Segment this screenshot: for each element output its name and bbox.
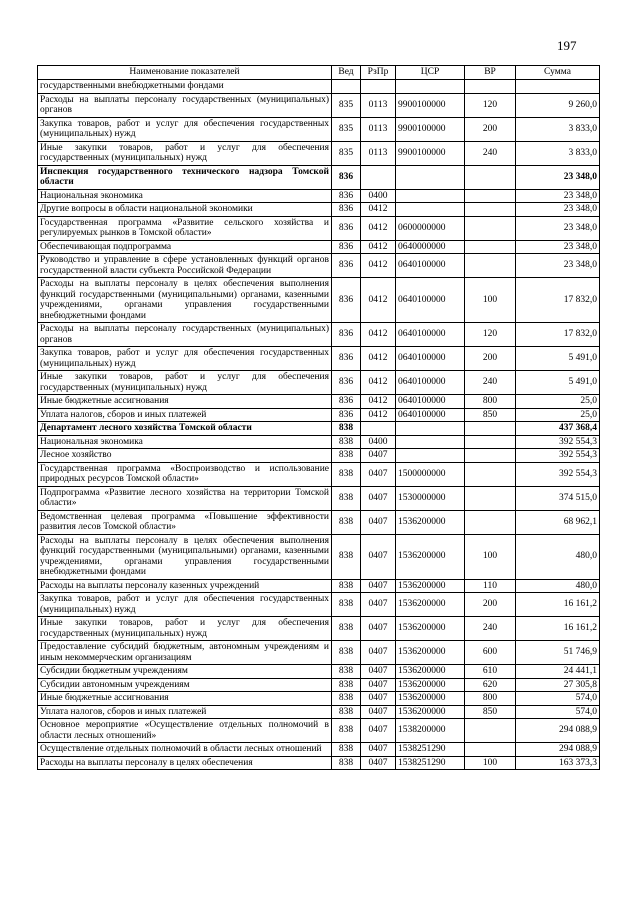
cell-rzpr: 0412: [361, 323, 396, 347]
table-row: [38, 323, 600, 347]
cell-rzpr: 0412: [361, 371, 396, 395]
cell-name: Иные закупки товаров, работ и услуг для обеспечения государственных (муниципальных) нужд: [38, 617, 332, 641]
cell-ved: 836: [332, 408, 361, 422]
cell-csr: 1536200000: [396, 510, 465, 534]
cell-name: Уплата налогов, сборов и иных платежей: [38, 408, 332, 422]
cell-name: Расходы на выплаты персоналу в целях обеспечения: [38, 756, 332, 770]
cell-vr: 240: [465, 617, 516, 641]
cell-sum: 23 348,0: [516, 189, 600, 203]
cell-name: Закупка товаров, работ и услуг для обеспечения государственных (муниципальных) нужд: [38, 347, 332, 371]
cell-rzpr: 0407: [361, 593, 396, 617]
cell-sum: 392 554,3: [516, 435, 600, 449]
table-row: [38, 240, 600, 254]
cell-ved: 838: [332, 641, 361, 665]
header-row: [38, 66, 600, 80]
cell-name: Иные закупки товаров, работ и услуг для обеспечения государственных (муниципальных) нужд: [38, 371, 332, 395]
cell-csr: 1536200000: [396, 593, 465, 617]
cell-vr: 850: [465, 408, 516, 422]
cell-vr: 100: [465, 534, 516, 579]
table-row: [38, 756, 600, 770]
cell-rzpr: 0113: [361, 117, 396, 141]
table-row: [38, 449, 600, 463]
cell-ved: 838: [332, 756, 361, 770]
table-row: [38, 141, 600, 165]
cell-rzpr: 0412: [361, 203, 396, 217]
cell-sum: 294 088,9: [516, 719, 600, 743]
cell-vr: [465, 510, 516, 534]
cell-rzpr: 0407: [361, 510, 396, 534]
cell-ved: 836: [332, 254, 361, 278]
cell-name: Закупка товаров, работ и услуг для обеспечения государственных (муниципальных) нужд: [38, 593, 332, 617]
cell-sum: 23 348,0: [516, 203, 600, 217]
cell-vr: 200: [465, 347, 516, 371]
table-row: [38, 93, 600, 117]
cell-name: Ведомственная целевая программа «Повышение эффективности развития лесов Томской области»: [38, 510, 332, 534]
cell-rzpr: 0407: [361, 665, 396, 679]
cell-sum: 480,0: [516, 579, 600, 593]
cell-vr: 240: [465, 371, 516, 395]
cell-vr: [465, 719, 516, 743]
cell-csr: 0640000000: [396, 240, 465, 254]
cell-name: Расходы на выплаты персоналу в целях обеспечения выполнения функций государственными (муниципальными) органами, казенными учреждениями, органами управления государственными внебюджетными фондами: [38, 534, 332, 579]
cell-sum: 3 833,0: [516, 141, 600, 165]
cell-vr: [465, 240, 516, 254]
cell-csr: 0640100000: [396, 278, 465, 323]
cell-sum: 5 491,0: [516, 371, 600, 395]
cell-sum: 23 348,0: [516, 165, 600, 189]
cell-name: Инспекция государственного технического надзора Томской области: [38, 165, 332, 189]
table-row: [38, 617, 600, 641]
cell-csr: 1536200000: [396, 665, 465, 679]
cell-rzpr: 0412: [361, 254, 396, 278]
table-row: [38, 692, 600, 706]
cell-rzpr: 0412: [361, 216, 396, 240]
table-row: [38, 165, 600, 189]
cell-sum: 51 746,9: [516, 641, 600, 665]
cell-rzpr: 0400: [361, 435, 396, 449]
cell-ved: 836: [332, 347, 361, 371]
cell-csr: [396, 422, 465, 436]
cell-rzpr: 0407: [361, 705, 396, 719]
cell-ved: 838: [332, 435, 361, 449]
cell-ved: 836: [332, 203, 361, 217]
cell-csr: 0640100000: [396, 395, 465, 409]
cell-csr: [396, 435, 465, 449]
cell-rzpr: 0412: [361, 395, 396, 409]
cell-ved: [332, 80, 361, 94]
cell-name: Основное мероприятие «Осуществление отдельных полномочий в области лесных отношений»: [38, 719, 332, 743]
header-sum: Сумма: [516, 66, 600, 80]
cell-name: Уплата налогов, сборов и иных платежей: [38, 705, 332, 719]
table-row: [38, 80, 600, 94]
cell-ved: 838: [332, 449, 361, 463]
cell-csr: 1536200000: [396, 579, 465, 593]
cell-csr: 1530000000: [396, 486, 465, 510]
budget-table: [37, 65, 600, 770]
cell-ved: 836: [332, 189, 361, 203]
cell-rzpr: 0407: [361, 743, 396, 757]
header-vr: ВР: [465, 66, 516, 80]
cell-rzpr: 0412: [361, 408, 396, 422]
cell-vr: [465, 422, 516, 436]
cell-rzpr: 0400: [361, 189, 396, 203]
cell-csr: 9900100000: [396, 117, 465, 141]
table-row: [38, 593, 600, 617]
cell-vr: 240: [465, 141, 516, 165]
cell-name: Расходы на выплаты персоналу государственных (муниципальных) органов: [38, 323, 332, 347]
cell-csr: 1538251290: [396, 743, 465, 757]
cell-vr: 850: [465, 705, 516, 719]
cell-sum: 392 554,3: [516, 449, 600, 463]
cell-sum: 374 515,0: [516, 486, 600, 510]
cell-name: Государственная программа «Развитие сельского хозяйства и регулируемых рынков в Томской области»: [38, 216, 332, 240]
cell-rzpr: 0412: [361, 240, 396, 254]
cell-ved: 838: [332, 462, 361, 486]
cell-rzpr: 0407: [361, 719, 396, 743]
cell-csr: 0640100000: [396, 323, 465, 347]
cell-csr: 1538251290: [396, 756, 465, 770]
cell-name: Лесное хозяйство: [38, 449, 332, 463]
cell-sum: 17 832,0: [516, 323, 600, 347]
cell-name: Иные бюджетные ассигнования: [38, 395, 332, 409]
cell-vr: 120: [465, 93, 516, 117]
cell-name: Предоставление субсидий бюджетным, автономным учреждениям и иным некоммерческим организациям: [38, 641, 332, 665]
cell-sum: 68 962,1: [516, 510, 600, 534]
table-row: [38, 371, 600, 395]
cell-sum: 574,0: [516, 692, 600, 706]
cell-csr: [396, 165, 465, 189]
table-row: [38, 278, 600, 323]
cell-ved: 836: [332, 240, 361, 254]
cell-csr: 9900100000: [396, 93, 465, 117]
cell-csr: 0640100000: [396, 371, 465, 395]
cell-ved: 838: [332, 510, 361, 534]
cell-ved: 838: [332, 705, 361, 719]
cell-ved: 836: [332, 278, 361, 323]
cell-csr: 0640100000: [396, 408, 465, 422]
cell-csr: 1500000000: [396, 462, 465, 486]
cell-name: государственными внебюджетными фондами: [38, 80, 332, 94]
table-row: [38, 189, 600, 203]
cell-vr: 800: [465, 692, 516, 706]
cell-sum: 3 833,0: [516, 117, 600, 141]
cell-ved: 836: [332, 323, 361, 347]
cell-csr: 0640100000: [396, 347, 465, 371]
cell-name: Национальная экономика: [38, 435, 332, 449]
cell-ved: 835: [332, 117, 361, 141]
table-row: [38, 216, 600, 240]
cell-sum: 392 554,3: [516, 462, 600, 486]
table-row: [38, 510, 600, 534]
table-row: [38, 719, 600, 743]
cell-rzpr: [361, 165, 396, 189]
header-name: Наименование показателей: [38, 66, 332, 80]
cell-ved: 835: [332, 141, 361, 165]
cell-vr: [465, 216, 516, 240]
cell-ved: 838: [332, 719, 361, 743]
cell-rzpr: 0412: [361, 278, 396, 323]
cell-name: Субсидии бюджетным учреждениям: [38, 665, 332, 679]
page-number: 197: [557, 38, 577, 53]
cell-sum: 574,0: [516, 705, 600, 719]
cell-ved: 836: [332, 395, 361, 409]
cell-vr: 110: [465, 579, 516, 593]
cell-rzpr: 0407: [361, 579, 396, 593]
cell-ved: 838: [332, 486, 361, 510]
table-row: [38, 641, 600, 665]
header-rzpr: РзПр: [361, 66, 396, 80]
table-row: [38, 665, 600, 679]
cell-rzpr: 0407: [361, 534, 396, 579]
cell-ved: 838: [332, 579, 361, 593]
table-row: [38, 579, 600, 593]
cell-vr: 100: [465, 278, 516, 323]
cell-sum: 23 348,0: [516, 240, 600, 254]
cell-csr: [396, 189, 465, 203]
cell-csr: 1536200000: [396, 705, 465, 719]
cell-rzpr: 0407: [361, 692, 396, 706]
cell-ved: 835: [332, 93, 361, 117]
cell-vr: 120: [465, 323, 516, 347]
cell-sum: 23 348,0: [516, 254, 600, 278]
cell-sum: [516, 80, 600, 94]
cell-csr: 0640100000: [396, 254, 465, 278]
cell-rzpr: 0407: [361, 449, 396, 463]
cell-csr: 1536200000: [396, 534, 465, 579]
cell-vr: [465, 486, 516, 510]
table-row: [38, 422, 600, 436]
table-row: [38, 534, 600, 579]
cell-rzpr: [361, 80, 396, 94]
cell-rzpr: 0407: [361, 486, 396, 510]
cell-name: Национальная экономика: [38, 189, 332, 203]
cell-csr: 1536200000: [396, 678, 465, 692]
cell-vr: 200: [465, 593, 516, 617]
cell-csr: 1536200000: [396, 692, 465, 706]
cell-ved: 838: [332, 692, 361, 706]
cell-rzpr: 0407: [361, 462, 396, 486]
cell-rzpr: 0407: [361, 641, 396, 665]
table-row: [38, 462, 600, 486]
cell-sum: 16 161,2: [516, 617, 600, 641]
table-row: [38, 254, 600, 278]
cell-csr: 1538200000: [396, 719, 465, 743]
cell-sum: 16 161,2: [516, 593, 600, 617]
cell-csr: 1536200000: [396, 641, 465, 665]
cell-rzpr: [361, 422, 396, 436]
cell-sum: 5 491,0: [516, 347, 600, 371]
cell-sum: 294 088,9: [516, 743, 600, 757]
cell-sum: 437 368,4: [516, 422, 600, 436]
table-row: [38, 117, 600, 141]
cell-vr: [465, 254, 516, 278]
cell-sum: 27 305,8: [516, 678, 600, 692]
cell-name: Обеспечивающая подпрограмма: [38, 240, 332, 254]
table-row: [38, 678, 600, 692]
cell-ved: 838: [332, 617, 361, 641]
cell-sum: 25,0: [516, 408, 600, 422]
table-row: [38, 743, 600, 757]
table-row: [38, 408, 600, 422]
cell-name: Иные бюджетные ассигнования: [38, 692, 332, 706]
cell-vr: 200: [465, 117, 516, 141]
cell-name: Подпрограмма «Развитие лесного хозяйства на территории Томской области»: [38, 486, 332, 510]
cell-rzpr: 0407: [361, 678, 396, 692]
cell-ved: 838: [332, 422, 361, 436]
cell-name: Расходы на выплаты персоналу казенных учреждений: [38, 579, 332, 593]
cell-vr: 610: [465, 665, 516, 679]
table-row: [38, 395, 600, 409]
cell-sum: 163 373,3: [516, 756, 600, 770]
table-row: [38, 347, 600, 371]
cell-name: Закупка товаров, работ и услуг для обеспечения государственных (муниципальных) нужд: [38, 117, 332, 141]
cell-vr: [465, 462, 516, 486]
cell-rzpr: 0412: [361, 347, 396, 371]
cell-name: Иные закупки товаров, работ и услуг для обеспечения государственных (муниципальных) нужд: [38, 141, 332, 165]
cell-rzpr: 0113: [361, 93, 396, 117]
cell-rzpr: 0407: [361, 617, 396, 641]
cell-sum: 25,0: [516, 395, 600, 409]
cell-name: Руководство и управление в сфере установленных функций органов государственной власти субъекта Российской Федерации: [38, 254, 332, 278]
cell-vr: [465, 165, 516, 189]
cell-name: Государственная программа «Воспроизводство и использование природных ресурсов Томской области»: [38, 462, 332, 486]
cell-sum: 17 832,0: [516, 278, 600, 323]
cell-csr: 9900100000: [396, 141, 465, 165]
cell-vr: [465, 449, 516, 463]
cell-vr: [465, 80, 516, 94]
cell-name: Расходы на выплаты персоналу государственных (муниципальных) органов: [38, 93, 332, 117]
cell-csr: [396, 80, 465, 94]
cell-ved: 838: [332, 743, 361, 757]
cell-sum: 480,0: [516, 534, 600, 579]
cell-csr: [396, 203, 465, 217]
cell-ved: 838: [332, 665, 361, 679]
cell-ved: 838: [332, 534, 361, 579]
cell-name: Другие вопросы в области национальной экономики: [38, 203, 332, 217]
table-row: [38, 705, 600, 719]
table-row: [38, 203, 600, 217]
cell-vr: [465, 743, 516, 757]
cell-sum: 23 348,0: [516, 216, 600, 240]
cell-rzpr: 0407: [361, 756, 396, 770]
header-ved: Вед: [332, 66, 361, 80]
cell-vr: 800: [465, 395, 516, 409]
table-row: [38, 435, 600, 449]
cell-ved: 838: [332, 593, 361, 617]
cell-ved: 836: [332, 216, 361, 240]
cell-ved: 838: [332, 678, 361, 692]
cell-csr: 0600000000: [396, 216, 465, 240]
cell-name: Департамент лесного хозяйства Томской области: [38, 422, 332, 436]
cell-sum: 9 260,0: [516, 93, 600, 117]
cell-name: Осуществление отдельных полномочий в области лесных отношений: [38, 743, 332, 757]
cell-vr: 620: [465, 678, 516, 692]
cell-vr: 600: [465, 641, 516, 665]
cell-vr: [465, 203, 516, 217]
table-row: [38, 486, 600, 510]
cell-ved: 836: [332, 165, 361, 189]
cell-name: Расходы на выплаты персоналу в целях обеспечения выполнения функций государственными (муниципальными) органами, казенными учреждениями, органами управления государственными внебюджетными фондами: [38, 278, 332, 323]
cell-ved: 836: [332, 371, 361, 395]
cell-vr: [465, 435, 516, 449]
cell-name: Субсидии автономным учреждениям: [38, 678, 332, 692]
cell-sum: 24 441,1: [516, 665, 600, 679]
cell-vr: 100: [465, 756, 516, 770]
header-csr: ЦСР: [396, 66, 465, 80]
cell-csr: [396, 449, 465, 463]
cell-rzpr: 0113: [361, 141, 396, 165]
cell-csr: 1536200000: [396, 617, 465, 641]
cell-vr: [465, 189, 516, 203]
